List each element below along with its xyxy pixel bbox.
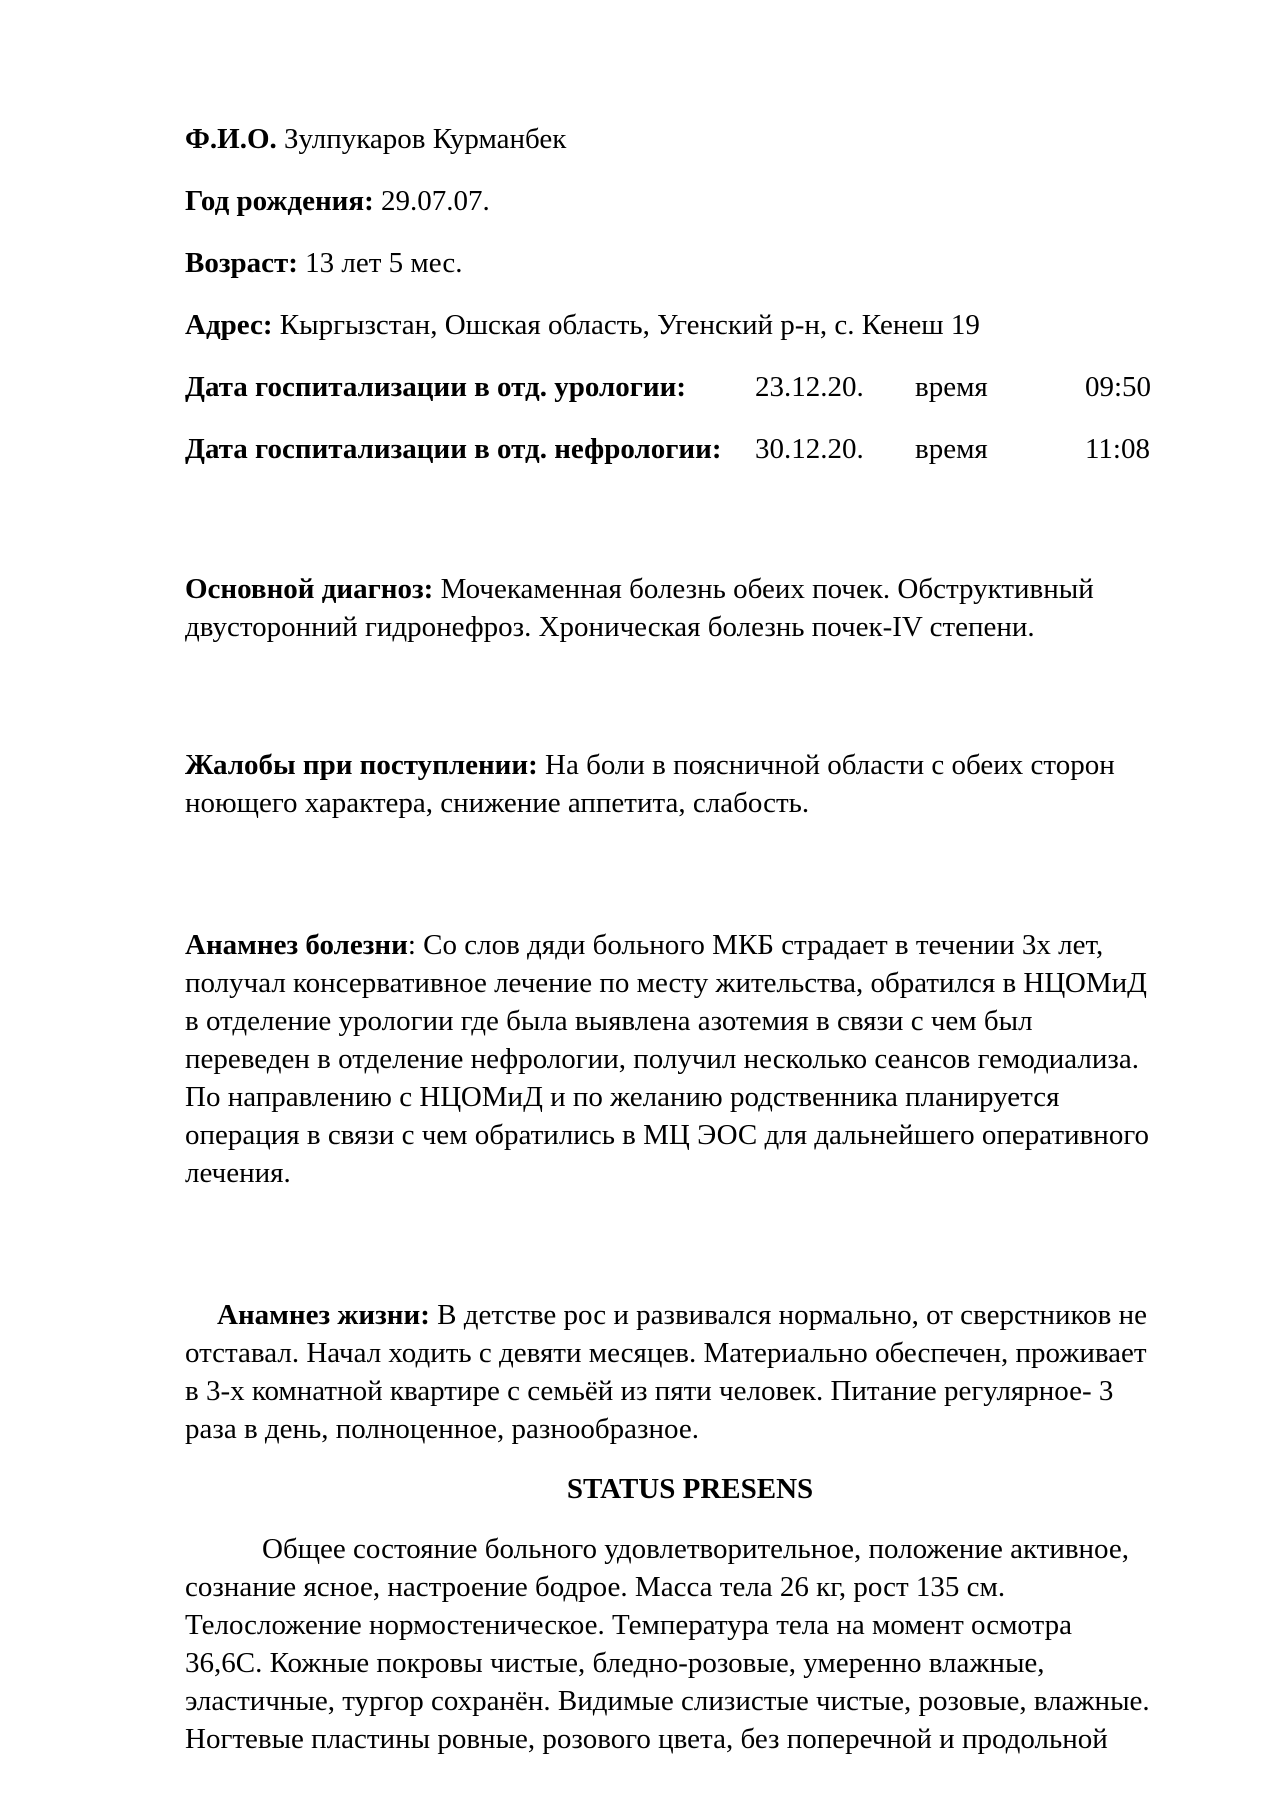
diagnosis-section xyxy=(185,570,1195,646)
diagnosis-label: Основной диагноз: xyxy=(185,573,434,605)
life-history-line: отставал. Начал ходить с девяти месяцев. Материально обеспечен, проживает xyxy=(185,1337,1147,1369)
disease-history-line: операция в связи с чем обратились в МЦ ЭОС для дальнейшего оперативного xyxy=(185,1119,1149,1151)
status-line: 36,6С. Кожные покровы чистые, бледно-розовые, умеренно влажные, xyxy=(185,1647,1045,1679)
hosp-label: Дата госпитализации в отд. урологии: xyxy=(185,371,686,403)
disease-history-line: лечения. xyxy=(185,1157,291,1189)
disease-history-line: По направлению с НЦОМиД и по желанию родственника планируется xyxy=(185,1081,1060,1113)
life-history-line: В детстве рос и развивался нормально, от сверстников не xyxy=(429,1299,1147,1331)
birth-label: Год рождения: xyxy=(185,185,374,217)
complaints-line: ноющего характера, снижение аппетита, слабость. xyxy=(185,787,810,819)
birth-value: 29.07.07. xyxy=(373,185,490,217)
complaints-line: На боли в поясничной области с обеих сторон xyxy=(537,749,1115,781)
disease-history-line: в отделение урологии где была выявлена азотемия в связи с чем был xyxy=(185,1005,1033,1037)
status-line: Телосложение нормостеническое. Температура тела на момент осмотра xyxy=(185,1609,1072,1641)
disease-history-line: : Со слов дяди больного МКБ страдает в течении 3х лет, xyxy=(407,929,1104,961)
hosp-urology-row xyxy=(185,368,1195,430)
life-history-line: раза в день, полноценное, разнообразное. xyxy=(185,1413,699,1445)
life-history-section xyxy=(185,1296,1195,1448)
status-line: Общее состояние больного удовлетворительное, положение активное, xyxy=(262,1533,1130,1565)
status-line: сознание ясное, настроение бодрое. Масса тела 26 кг, рост 135 см. xyxy=(185,1571,1006,1603)
hosp-label: Дата госпитализации в отд. нефрологии: xyxy=(185,433,722,465)
diagnosis-line: Мочекаменная болезнь обеих почек. Обструктивный xyxy=(433,573,1094,605)
status-title: STATUS PRESENS xyxy=(566,1473,814,1505)
address-field xyxy=(185,306,1195,368)
hosp-date: 30.12.20. xyxy=(755,433,864,465)
diagnosis-line: двусторонний гидронефроз. Хроническая болезнь почек-IV степени. xyxy=(185,611,1035,643)
hosp-date: 23.12.20. xyxy=(755,371,864,403)
complaints-section xyxy=(185,746,1195,822)
hosp-time-label: время xyxy=(915,433,988,465)
disease-history-line: получал консервативное лечение по месту жительства, обратился в НЦОМиД xyxy=(185,967,1147,999)
hosp-time: 11:08 xyxy=(1085,433,1150,465)
age-field xyxy=(185,244,1195,306)
address-value: Кыргызстан, Ошская область, Угенский р-н, с. Кенеш 19 xyxy=(272,309,980,341)
age-label: Возраст: xyxy=(185,247,298,279)
life-history-label: Анамнез жизни: xyxy=(217,1299,430,1331)
fio-value: Зулпукаров Курманбек xyxy=(276,123,567,155)
complaints-label: Жалобы при поступлении: xyxy=(185,749,538,781)
status-section xyxy=(185,1530,1195,1758)
birth-field xyxy=(185,182,1195,244)
disease-history-label: Анамнез болезни xyxy=(185,929,408,961)
hosp-time: 09:50 xyxy=(1085,371,1152,403)
life-history-line: в 3-х комнатной квартире с семьёй из пяти человек. Питание регулярное- 3 xyxy=(185,1375,1114,1407)
hosp-time-label: время xyxy=(915,371,988,403)
status-line: эластичные, тургор сохранён. Видимые слизистые чистые, розовые, влажные. xyxy=(185,1685,1150,1717)
status-line: Ногтевые пластины ровные, розового цвета, без поперечной и продольной xyxy=(185,1723,1108,1755)
fio-field xyxy=(185,120,1195,182)
disease-history-line: переведен в отделение нефрологии, получил несколько сеансов гемодиализа. xyxy=(185,1043,1139,1075)
age-value: 13 лет 5 мес. xyxy=(297,247,463,279)
address-label: Адрес: xyxy=(185,309,273,341)
document-page xyxy=(185,120,1195,1758)
fio-label: Ф.И.О. xyxy=(185,123,277,155)
disease-history-section xyxy=(185,926,1195,1192)
hosp-nephrology-row xyxy=(185,430,1195,492)
